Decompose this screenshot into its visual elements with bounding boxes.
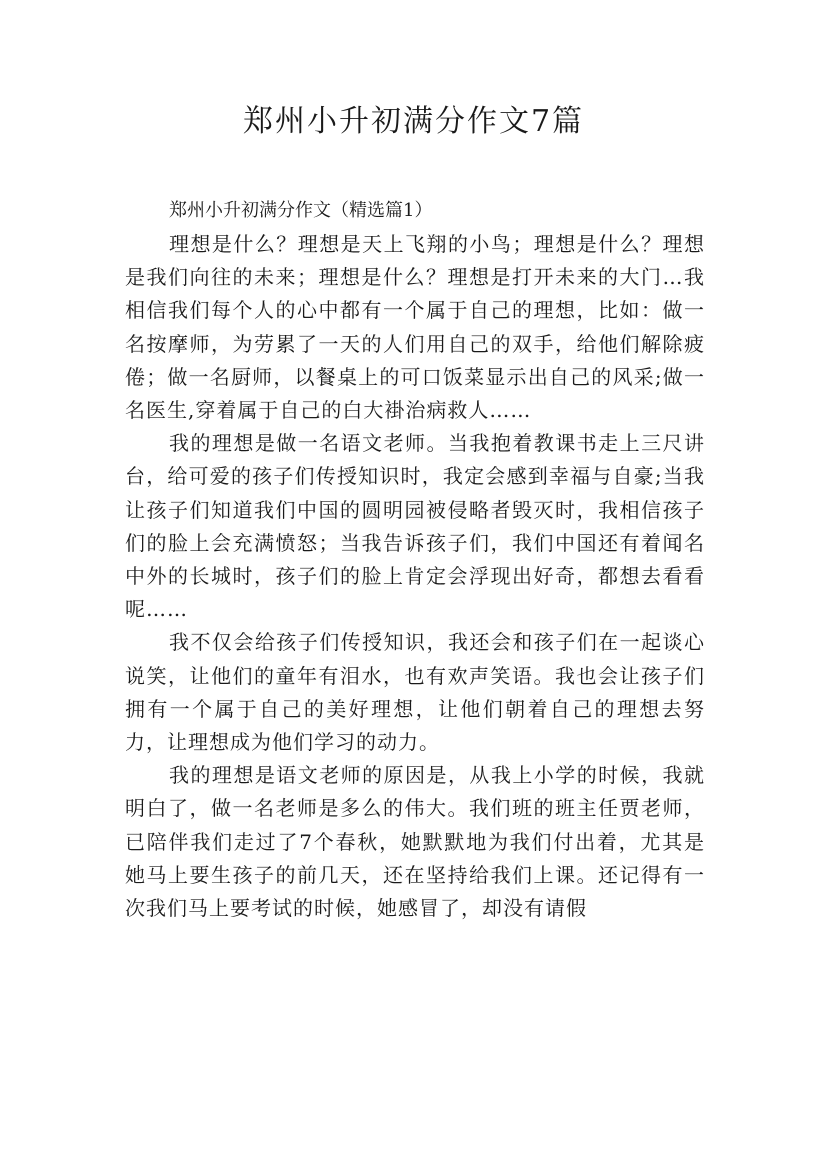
paragraph-3: 我不仅会给孩子们传授知识，我还会和孩子们在一起谈心说笑，让他们的童年有泪水，也有欢声笑语。我也会让孩子们拥有一个属于自己的美好理想，让他们朝着自己的理想去努力，让理想成为他们学习的动力。 xyxy=(125,630,705,755)
paragraph-2: 我的理想是做一名语文老师。当我抱着教课书走上三尺讲台，给可爱的孩子们传授知识时，我定会感到幸福与自豪;当我让孩子们知道我们中国的圆明园被侵略者毁灭时，我相信孩子们的脸上会充满愤怒；当我告诉孩子们，我们中国还有着闻名中外的长城时，孩子们的脸上肯定会浮现出好奇，都想去看看呢…… xyxy=(125,431,705,622)
paragraph-1: 理想是什么？理想是天上飞翔的小鸟；理想是什么？理想是我们向往的未来；理想是什么？理想是打开未来的大门…我相信我们每个人的心中都有一个属于自己的理想，比如：做一名按摩师，为劳累了一天的人们用自己的双手，给他们解除疲倦；做一名厨师，以餐桌上的可口饭菜显示出自己的风采;做一名医生,穿着属于自己的白大褂治病救人…… xyxy=(125,232,705,423)
section-subtitle: 郑州小升初满分作文（精选篇1） xyxy=(169,200,433,221)
article-body xyxy=(125,194,705,925)
page-title: 郑州小升初满分作文7篇 xyxy=(242,104,585,139)
paragraph-4: 我的理想是语文老师的原因是，从我上小学的时候，我就明白了，做一名老师是多么的伟大。我们班的班主任贾老师，已陪伴我们走过了7个春秋，她默默地为我们付出着，尤其是她马上要生孩子的前几天，还在坚持给我们上课。还记得有一次我们马上要考试的时候，她感冒了，却没有请假 xyxy=(125,763,705,921)
